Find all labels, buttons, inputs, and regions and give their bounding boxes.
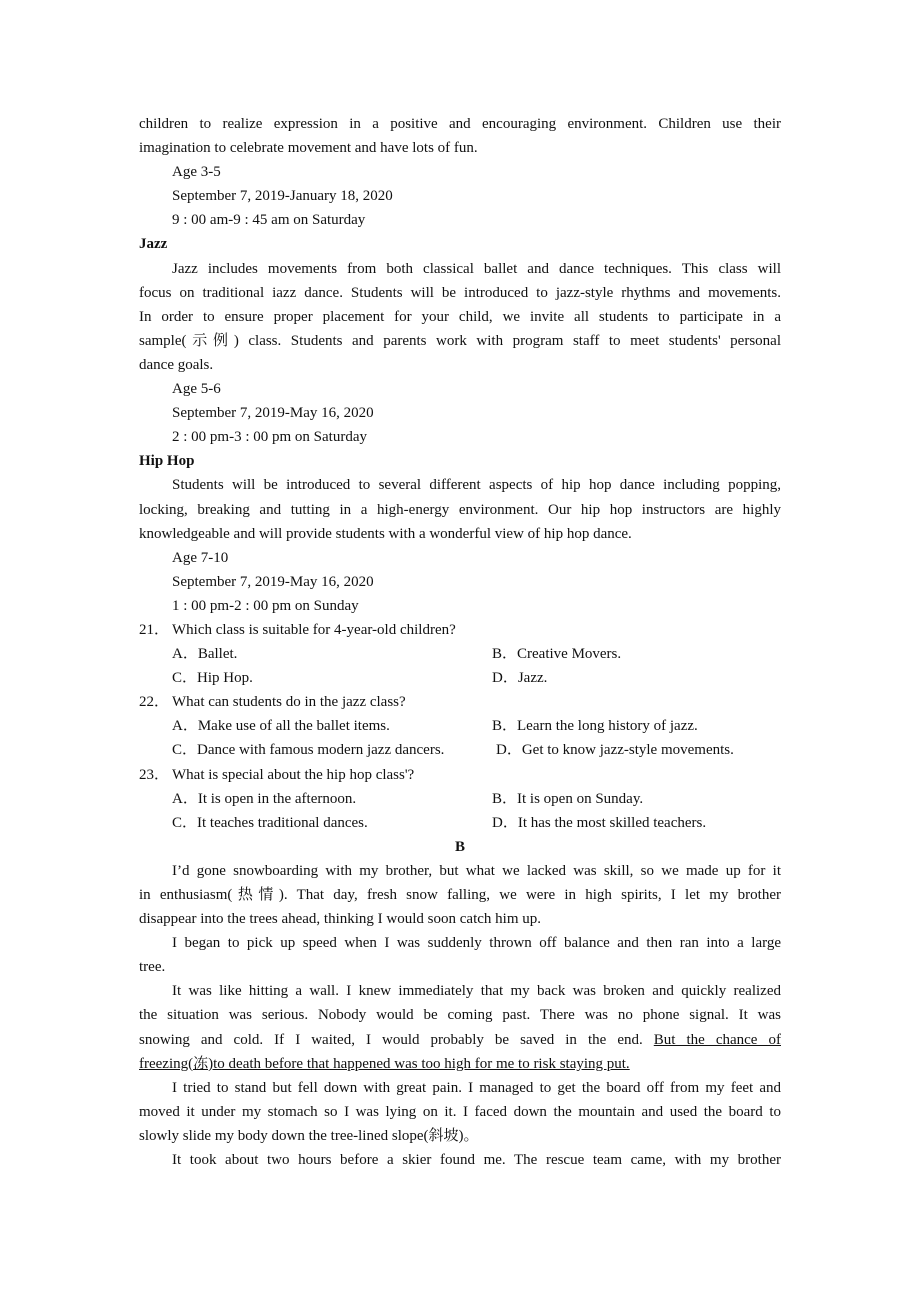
passage-line: I began to pick up speed when I was suddenly thrown off balance and then ran into a large	[172, 935, 781, 952]
hiphop-heading: Hip Hop	[139, 453, 195, 470]
passage-line: It was like hitting a wall. I knew immediately that my back was broken and quickly realized	[172, 983, 781, 1000]
passage-line: in enthusiasm(热情). That day, fresh snow falling, we were in high spirits, I let my brother	[139, 887, 781, 903]
jazz-para-line: dance goals.	[139, 356, 214, 373]
passage-line: disappear into the trees ahead, thinking I would soon catch him up.	[139, 911, 541, 928]
option-b: B．Creative Movers.	[492, 646, 622, 663]
hiphop-time: 1 : 00 pm-2 : 00 pm on Sunday	[172, 597, 359, 614]
passage-line: It took about two hours before a skier found me. The rescue team came, with my brother	[172, 1152, 781, 1169]
option-b: B．It is open on Sunday.	[492, 790, 644, 807]
hiphop-para-line: Students will be introduced to several different aspects of hip hop dance including popping,	[172, 477, 781, 494]
jazz-heading: Jazz	[139, 236, 168, 253]
options-row	[139, 811, 781, 835]
passage-line: I’d gone snowboarding with my brother, but what we lacked was skill, so we made up for it	[172, 862, 781, 879]
question-21	[139, 618, 781, 642]
question-text: What can students do in the jazz class?	[172, 694, 406, 711]
passage-line	[139, 1052, 781, 1076]
options-row	[139, 666, 781, 690]
option-d: D．Jazz.	[492, 670, 548, 687]
option-c: C．It teaches traditional dances.	[172, 814, 368, 831]
question-text: Which class is suitable for 4-year-old children?	[172, 621, 456, 638]
option-a: A．Make use of all the ballet items.	[172, 718, 390, 735]
passage-text: snowing and cold. If I waited, I would probably be saved in the end.	[139, 1031, 654, 1048]
options-row	[139, 738, 781, 762]
creative-dates: September 7, 2019-January 18, 2020	[172, 188, 393, 205]
question-text: What is special about the hip hop class'?	[172, 766, 415, 783]
option-d: D．It has the most skilled teachers.	[492, 814, 707, 831]
hiphop-dates: September 7, 2019-May 16, 2020	[172, 573, 374, 590]
passage-line: moved it under my stomach so I was lying on it. I faced down the mountain and used the board to	[139, 1103, 781, 1120]
option-a: A．It is open in the afternoon.	[172, 790, 357, 807]
creative-age: Age 3-5	[172, 164, 221, 181]
passage-line: tree.	[139, 959, 166, 976]
creative-para-line: imagination to celebrate movement and have lots of fun.	[139, 140, 478, 157]
options-row	[139, 642, 781, 666]
jazz-para-line: In order to ensure proper placement for your child, we invite all students to participate in a	[139, 308, 781, 325]
question-23	[139, 763, 781, 787]
options-row	[139, 714, 781, 738]
option-b: B．Learn the long history of jazz.	[492, 718, 698, 735]
underlined-sentence-part: freezing(冻)to death before that happened was too high for me to risk staying put.	[139, 1055, 630, 1072]
document-content	[139, 112, 781, 1172]
jazz-para-line: focus on traditional iazz dance. Students will be introduced to jazz-style rhythms and movements.	[139, 284, 781, 301]
option-c: C．Hip Hop.	[172, 670, 253, 687]
section-b-heading: B	[454, 838, 465, 855]
hiphop-para-line: locking, breaking and tutting in a high-energy environment. Our hip hop instructors are highly	[139, 501, 781, 518]
passage-line: slowly slide my body down the tree-lined slope(斜坡)。	[139, 1127, 479, 1144]
jazz-dates: September 7, 2019-May 16, 2020	[172, 405, 374, 422]
underlined-sentence-part: But the chance of	[653, 1031, 781, 1048]
jazz-time: 2 : 00 pm-3 : 00 pm on Saturday	[172, 429, 367, 446]
question-number: 23．	[139, 766, 170, 783]
jazz-age: Age 5-6	[172, 381, 221, 398]
passage-line: the situation was serious. Nobody would be coming past. There was no phone signal. It was	[139, 1007, 781, 1024]
hiphop-age: Age 7-10	[172, 549, 229, 566]
hiphop-para-line: knowledgeable and will provide students with a wonderful view of hip hop dance.	[139, 525, 632, 542]
question-22	[139, 690, 781, 714]
creative-para-line: children to realize expression in a positive and encouraging environment. Children use their	[139, 116, 781, 132]
passage-line: I tried to stand but fell down with great pain. I managed to get the board off from my feet and	[172, 1079, 781, 1096]
options-row	[139, 787, 781, 811]
option-d: D．Get to know jazz-style movements.	[496, 742, 734, 759]
question-number: 21．	[139, 621, 170, 638]
passage-line	[139, 1028, 781, 1052]
jazz-para-line: sample(示例) class. Students and parents work with program staff to meet students' personal	[139, 332, 781, 349]
creative-time: 9 : 00 am-9 : 45 am on Saturday	[172, 212, 366, 229]
jazz-para-line: Jazz includes movements from both classical ballet and dance techniques. This class will	[172, 260, 781, 277]
option-a: A．Ballet.	[172, 646, 238, 663]
question-number: 22．	[139, 694, 170, 711]
option-c: C．Dance with famous modern jazz dancers.	[172, 742, 445, 759]
